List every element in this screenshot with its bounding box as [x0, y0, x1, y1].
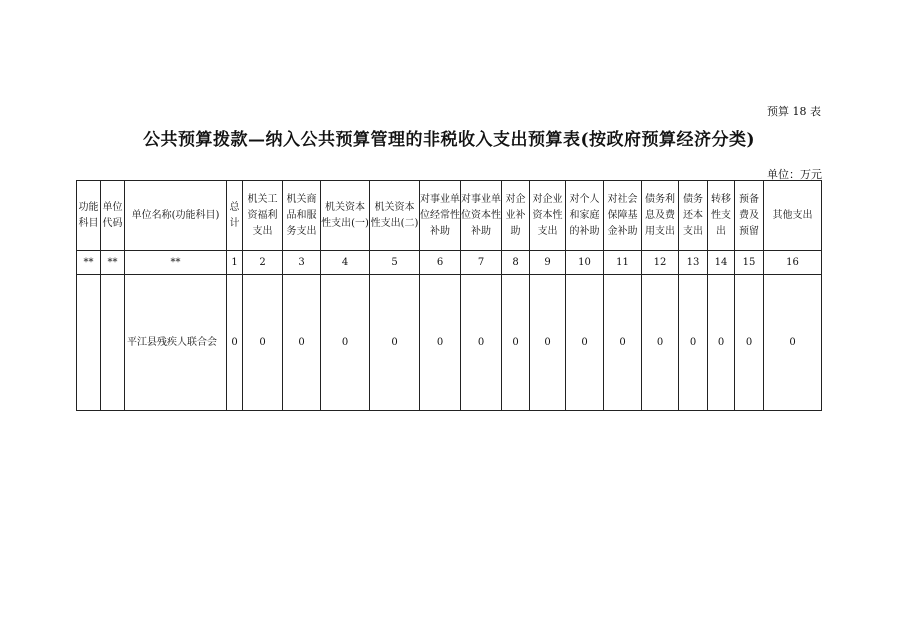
index-cell: 3: [283, 251, 321, 275]
header-cell: 转移性支出: [708, 181, 735, 251]
header-cell: 对事业单位资本性补助: [461, 181, 502, 251]
index-cell: 16: [764, 251, 822, 275]
header-cell: 机关工资福利支出: [243, 181, 283, 251]
index-cell: 1: [227, 251, 243, 275]
header-cell: 债务利息及费用支出: [642, 181, 679, 251]
header-cell: 对个人和家庭的补助: [566, 181, 604, 251]
index-cell: 5: [370, 251, 420, 275]
header-cell: 对社会保障基金补助: [604, 181, 642, 251]
header-cell: 机关商品和服务支出: [283, 181, 321, 251]
header-cell: 债务还本支出: [679, 181, 708, 251]
value-cell: 0: [243, 275, 283, 411]
header-cell: 对事业单位经常性补助: [420, 181, 461, 251]
value-cell: 0: [283, 275, 321, 411]
index-cell: 13: [679, 251, 708, 275]
value-cell: 0: [642, 275, 679, 411]
value-cell: 0: [321, 275, 370, 411]
header-cell: 对企业补助: [502, 181, 530, 251]
index-cell: 12: [642, 251, 679, 275]
value-cell: 0: [604, 275, 642, 411]
budget-table: [76, 180, 822, 411]
unit-code-cell: [101, 275, 125, 411]
index-cell: 7: [461, 251, 502, 275]
value-cell: 0: [530, 275, 566, 411]
value-cell: 0: [764, 275, 822, 411]
page-title: 公共预算拨款—纳入公共预算管理的非税收入支出预算表(按政府预算经济分类): [142, 130, 756, 150]
function-code-cell: [77, 275, 101, 411]
value-cell: 0: [227, 275, 243, 411]
header-cell: 预备费及预留: [735, 181, 764, 251]
value-cell: 0: [566, 275, 604, 411]
header-cell: 其他支出: [764, 181, 822, 251]
unit-label: 单位：万元: [767, 168, 822, 181]
header-cell: 机关资本性支出(一): [321, 181, 370, 251]
value-cell: 0: [370, 275, 420, 411]
unit-name-cell: 平江县残疾人联合会: [125, 275, 227, 411]
index-cell: 8: [502, 251, 530, 275]
index-cell: 6: [420, 251, 461, 275]
value-cell: 0: [502, 275, 530, 411]
value-cell: 0: [420, 275, 461, 411]
header-row: [77, 181, 822, 251]
index-cell: 9: [530, 251, 566, 275]
header-cell: 机关资本性支出(二): [370, 181, 420, 251]
index-cell: 10: [566, 251, 604, 275]
header-cell: 对企业资本性支出: [530, 181, 566, 251]
header-cell: 总计: [227, 181, 243, 251]
header-cell: 单位代码: [101, 181, 125, 251]
index-cell: 15: [735, 251, 764, 275]
form-number: 预算 18 表: [767, 105, 821, 118]
index-cell: 2: [243, 251, 283, 275]
value-cell: 0: [708, 275, 735, 411]
header-cell: 功能科目: [77, 181, 101, 251]
value-cell: 0: [735, 275, 764, 411]
value-cell: 0: [679, 275, 708, 411]
table-row: [77, 275, 822, 411]
index-cell: 4: [321, 251, 370, 275]
header-cell: 单位名称(功能科目): [125, 181, 227, 251]
index-cell: **: [101, 251, 125, 275]
index-cell: **: [125, 251, 227, 275]
index-cell: 11: [604, 251, 642, 275]
index-row: [77, 251, 822, 275]
index-cell: 14: [708, 251, 735, 275]
index-cell: **: [77, 251, 101, 275]
value-cell: 0: [461, 275, 502, 411]
